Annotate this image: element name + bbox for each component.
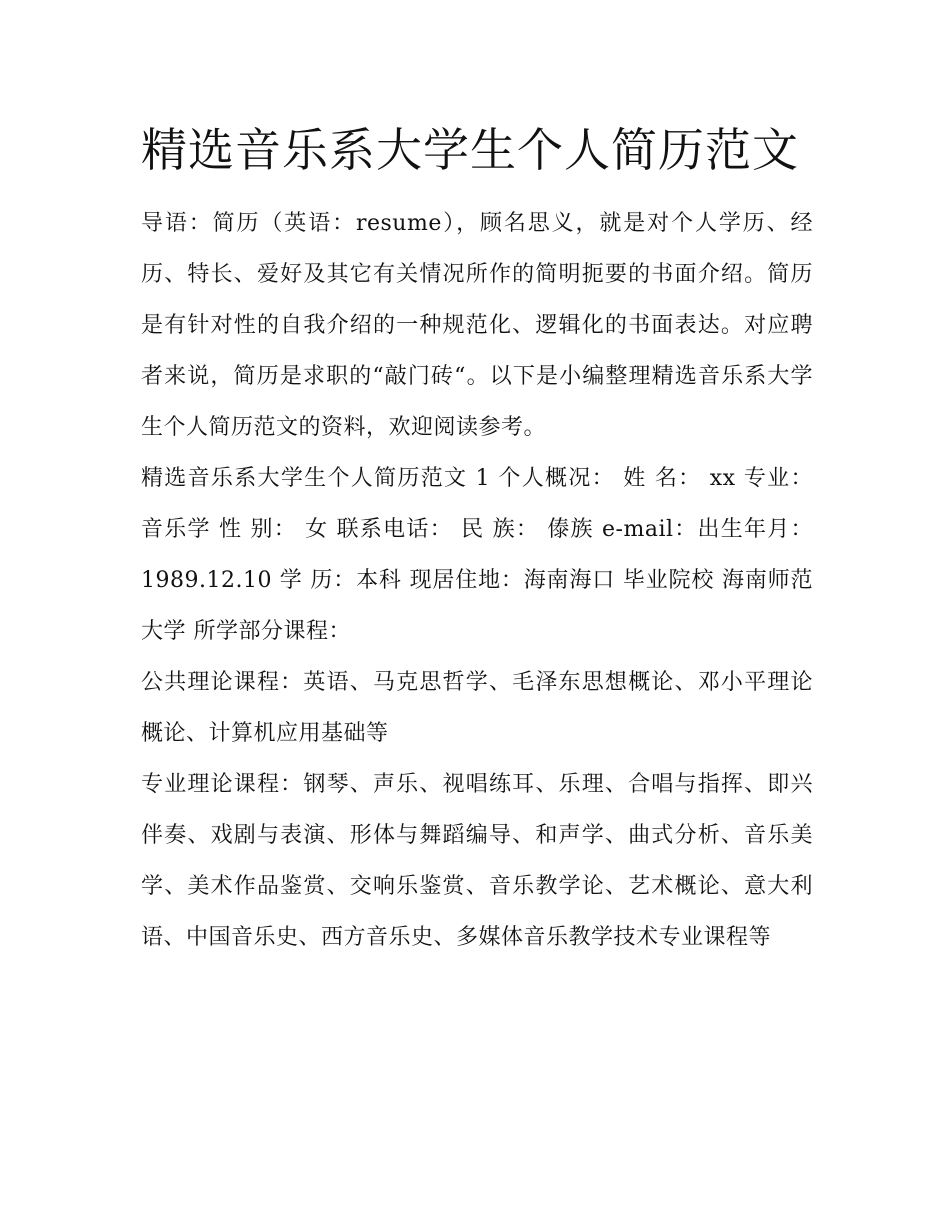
profile-paragraph: 精选音乐系大学生个人简历范文 1 个人概况： 姓 名： xx 专业： 音乐学 性 别： 女 联系电话： 民 族： 傣族 e-mail：出生年月：1989.12.10 学 历：本科 现居住地：海南海口 毕业院校 海南师范大学 所学部分课程： [141, 466, 813, 644]
document-title: 精选音乐系大学生个人简历范文 [141, 123, 799, 177]
public-courses-paragraph: 公共理论课程：英语、马克思哲学、毛泽东思想概论、邓小平理论概论、计算机应用基础等 [141, 670, 813, 746]
document-page [141, 112, 813, 963]
major-courses-paragraph: 专业理论课程：钢琴、声乐、视唱练耳、乐理、合唱与指挥、即兴伴奏、戏剧与表演、形体与舞蹈编导、和声学、曲式分析、音乐美学、美术作品鉴赏、交响乐鉴赏、音乐教学论、艺术概论、意大利语、中国音乐史、西方音乐史、多媒体音乐教学技术专业课程等 [141, 772, 813, 950]
intro-paragraph: 导语：简历（英语：resume），顾名思义，就是对个人学历、经历、特长、爱好及其它有关情况所作的简明扼要的书面介绍。简历是有针对性的自我介绍的一种规范化、逻辑化的书面表达。对应聘者来说，简历是求职的“敲门砖“。以下是小编整理精选音乐系大学生个人简历范文的资料，欢迎阅读参考。 [141, 211, 813, 440]
